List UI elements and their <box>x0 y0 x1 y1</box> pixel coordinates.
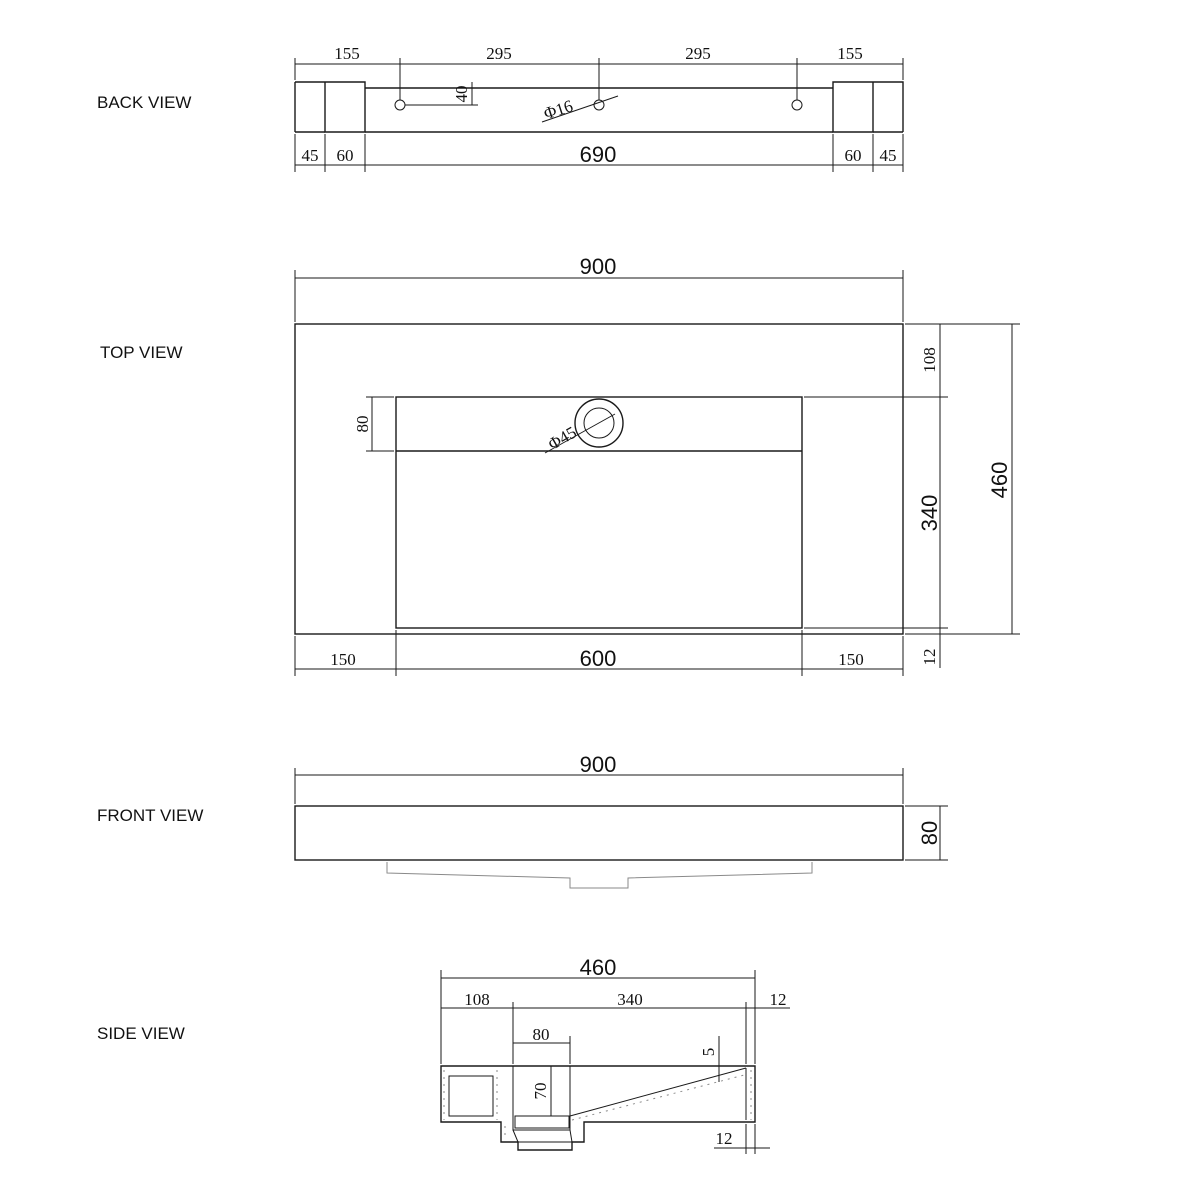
dim-80-channel: 80 <box>532 1025 550 1044</box>
dim-150-left: 150 <box>330 650 356 669</box>
side-pocket <box>449 1076 493 1116</box>
dim-690: 690 <box>579 142 617 167</box>
dim-45-left: 45 <box>301 146 319 165</box>
side-view-label: SIDE VIEW <box>97 1024 185 1043</box>
basin-slope-hatch <box>572 1074 748 1120</box>
top-view-outline <box>295 324 903 634</box>
front-view <box>97 752 948 888</box>
dim-900-top: 900 <box>579 254 617 279</box>
basin-underside <box>387 862 812 888</box>
faucet-hole <box>792 100 802 110</box>
side-view <box>97 955 790 1154</box>
dim-155-right: 155 <box>837 44 863 63</box>
dim-80-band: 80 <box>353 415 372 433</box>
dim-12-top: 12 <box>920 648 939 666</box>
basin-slope <box>570 1068 746 1116</box>
front-view-label: FRONT VIEW <box>97 806 204 825</box>
dim-phi16: Φ16 <box>541 96 576 124</box>
dim-155-left: 155 <box>334 44 360 63</box>
dim-108-side: 108 <box>464 990 490 1009</box>
top-view-label: TOP VIEW <box>100 343 183 362</box>
front-view-outline <box>295 806 903 860</box>
dim-295-left: 295 <box>486 44 512 63</box>
dim-340: 340 <box>917 494 942 532</box>
dim-70: 70 <box>531 1082 550 1100</box>
dim-340-side: 340 <box>617 990 643 1009</box>
drain-outlet <box>513 1130 572 1142</box>
dim-60-right: 60 <box>844 146 862 165</box>
dim-295-right: 295 <box>685 44 711 63</box>
dim-45-right: 45 <box>879 146 897 165</box>
dim-12-side-bottom: 12 <box>715 1129 733 1148</box>
dim-phi45: Φ45 <box>544 422 580 454</box>
dim-150-right: 150 <box>838 650 864 669</box>
basin-outline <box>396 397 802 628</box>
dim-460-side: 460 <box>579 955 617 980</box>
dim-12-side-top: 12 <box>769 990 787 1009</box>
dim-60-left: 60 <box>336 146 354 165</box>
top-view <box>100 254 1020 676</box>
dim-900-front: 900 <box>579 752 617 777</box>
faucet-hole <box>395 100 405 110</box>
dim-40: 40 <box>452 85 471 103</box>
dim-460-top: 460 <box>987 461 1012 499</box>
dim-600: 600 <box>579 646 617 671</box>
dim-5: 5 <box>699 1047 718 1057</box>
back-view-label: BACK VIEW <box>97 93 192 112</box>
channel-lip <box>515 1116 569 1128</box>
dim-108: 108 <box>920 347 939 373</box>
dim-80-front: 80 <box>917 820 942 846</box>
back-view <box>97 44 903 172</box>
